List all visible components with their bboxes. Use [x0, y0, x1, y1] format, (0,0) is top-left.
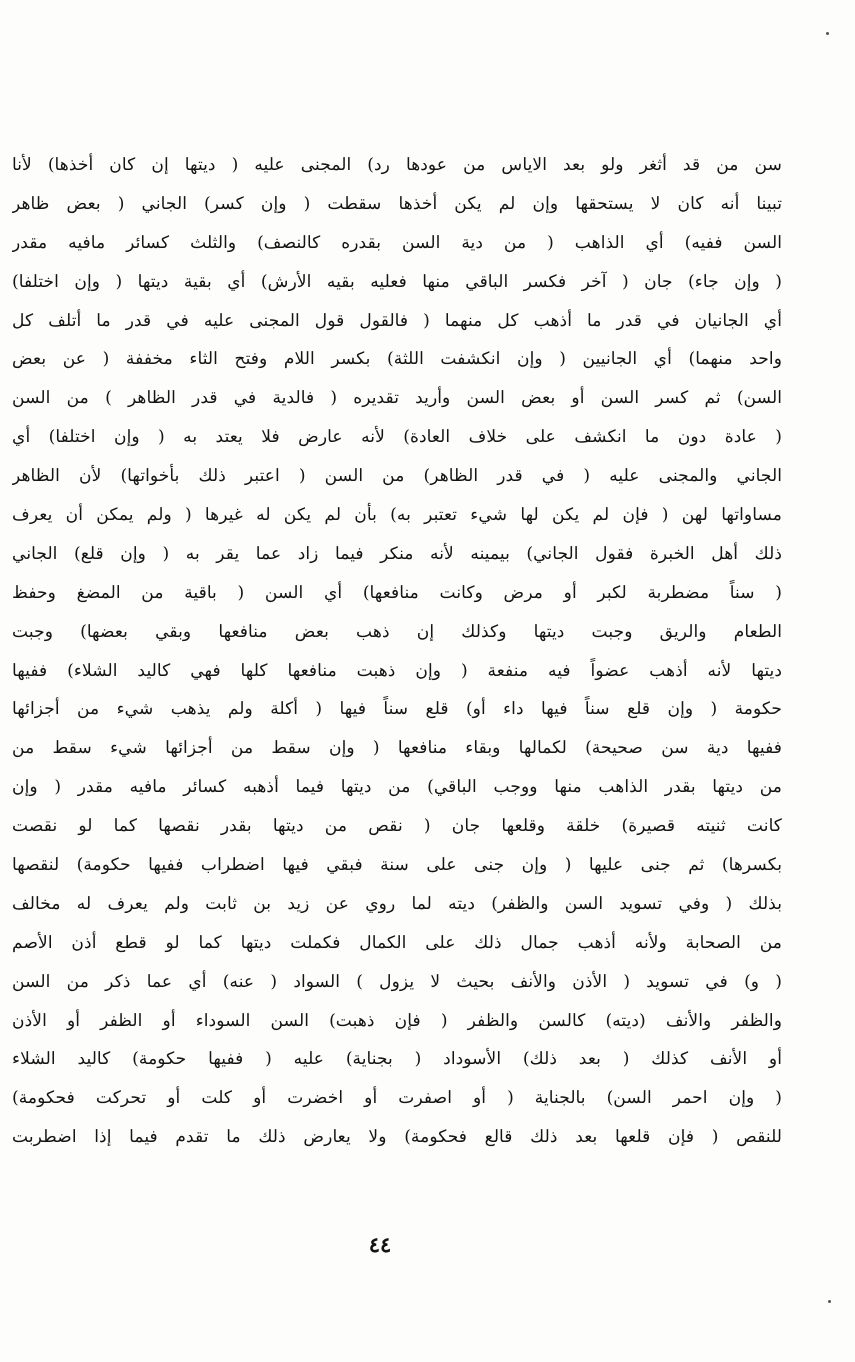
text-line: مساواتها لهن ( فإن لم يكن لها شيء تعتبر به) بأن لم يكن له غيرها ( ولم يمكن أن يعرف: [12, 505, 782, 526]
text-line: ( سناً مضطربة لكبر أو مرض وكانت منافعها) أي السن ( باقية من المضغ وحفظ: [12, 582, 782, 603]
scan-speck: [826, 32, 829, 35]
text-line: ( عادة دون ما انكشف على خلاف العادة) لأنه عارض فلا يعتد به ( وإن اختلفا) أي: [12, 427, 782, 448]
text-line: من ديتها بقدر الذاهب منها ووجب الباقي) من ديتها فيما أذهبه كسائر مافيه مقدر ( وإن: [12, 777, 782, 798]
text-line: بكسرها) ثم جنى عليها ( وإن جنى على سنة فبقي فيها اضطراب ففيها حكومة) لنقصها: [12, 855, 782, 876]
text-line: السن) ثم كسر السن أو بعض السن وأريد تقديره ( فالدية في قدر الظاهر ) من السن: [12, 388, 782, 409]
text-line: أي الجانيان في قدر ما أذهب كل منهما ( فالقول قول المجنى عليه في قدر ما أتلف كل: [12, 310, 782, 331]
text-line: ( وإن احمر السن) بالجناية ( أو اصفرت أو اخضرت أو كلت أو تحركت فحكومة): [12, 1088, 782, 1109]
text-line: الجاني والمجنى عليه ( في قدر الظاهر) من السن ( اعتبر ذلك بأخواتها) لأن الظاهر: [12, 466, 782, 487]
scan-speck: [828, 1300, 831, 1303]
text-line: تبينا أنه كان لا يستحقها وإن لم يكن أخذها سقطت ( وإن كسر) الجاني ( بعض ظاهر: [12, 193, 782, 214]
text-line: حكومة ( وإن قلع سناً فيها داء أو) قلع سناً فيها ( أكلة ولم يذهب شيء من أجزائها: [12, 699, 782, 720]
text-line: للنقص ( فإن قلعها بعد ذلك قالع فحكومة) ولا يعارض ذلك ما تقدم فيما إذا اضطربت: [12, 1127, 782, 1148]
text-line: من الصحابة ولأنه أذهب جمال ذلك على الكمال فكملت ديتها كما لو قطع أذن الأصم: [12, 932, 782, 953]
text-line: ( و) في تسويد ( الأذن والأنف بحيث لا يزول ) السواد ( عنه) أي عما ذكر من السن: [12, 971, 782, 992]
text-line: أو الأنف كذلك ( بعد ذلك) الأسوداد ( بجناية) عليه ( ففيها حكومة) كاليد الشلاء: [12, 1049, 782, 1070]
page-number: ٤٤: [368, 1232, 392, 1257]
text-line: الطعام والريق وجبت ديتها وكذلك إن ذهب بعض منافعها وبقي بعضها) وجبت: [12, 621, 782, 642]
text-line: ( وإن جاء) جان ( آخر فكسر الباقي منها فعليه بقيه الأرش) أي بقية ديتها ( وإن اختلفا): [12, 271, 782, 292]
text-line: واحد منهما) أي الجانيين ( وإن انكشفت اللثة) بكسر اللام وفتح الثاء مخففة ( عن بعض: [12, 349, 782, 370]
text-line: والظفر والأنف (ديته) كالسن والظفر ( فإن ذهبت) السن السوداء أو الظفر أو الأذن: [12, 1010, 782, 1031]
text-line: السن ففيه) أي الذاهب ( من دية السن بقدره كالنصف) والثلث كسائر مافيه مقدر: [12, 232, 782, 253]
text-line: كانت ثنيته قصيرة) خلقة وقلعها جان ( نقص من ديتها بقدر نقصها كما لو نقصت: [12, 816, 782, 837]
body-text: [12, 146, 782, 1157]
text-line: ذلك أهل الخبرة فقول الجاني) بيمينه لأنه منكر فيما زاد عما يقر به ( وإن قلع) الجاني: [12, 543, 782, 564]
text-line: بذلك ( وفي تسويد السن والظفر) ديته لما روي عن زيد بن ثابت ولم يعرف له مخالف: [12, 893, 782, 914]
text-line: سن من قد أثغر ولو بعد الاياس من عودها رد) المجنى عليه ( ديتها إن كان أخذها) لأنا: [12, 155, 782, 175]
text-line: ديتها لأنه أذهب عضواً فيه منفعة ( وإن ذهبت منافعها كلها فهي كاليد الشلاء) ففيها: [12, 660, 782, 681]
text-line: ففيها دية سن صحيحة) لكمالها وبقاء منافعها ( وإن سقط من أجزائها شيء سقط من: [12, 738, 782, 759]
